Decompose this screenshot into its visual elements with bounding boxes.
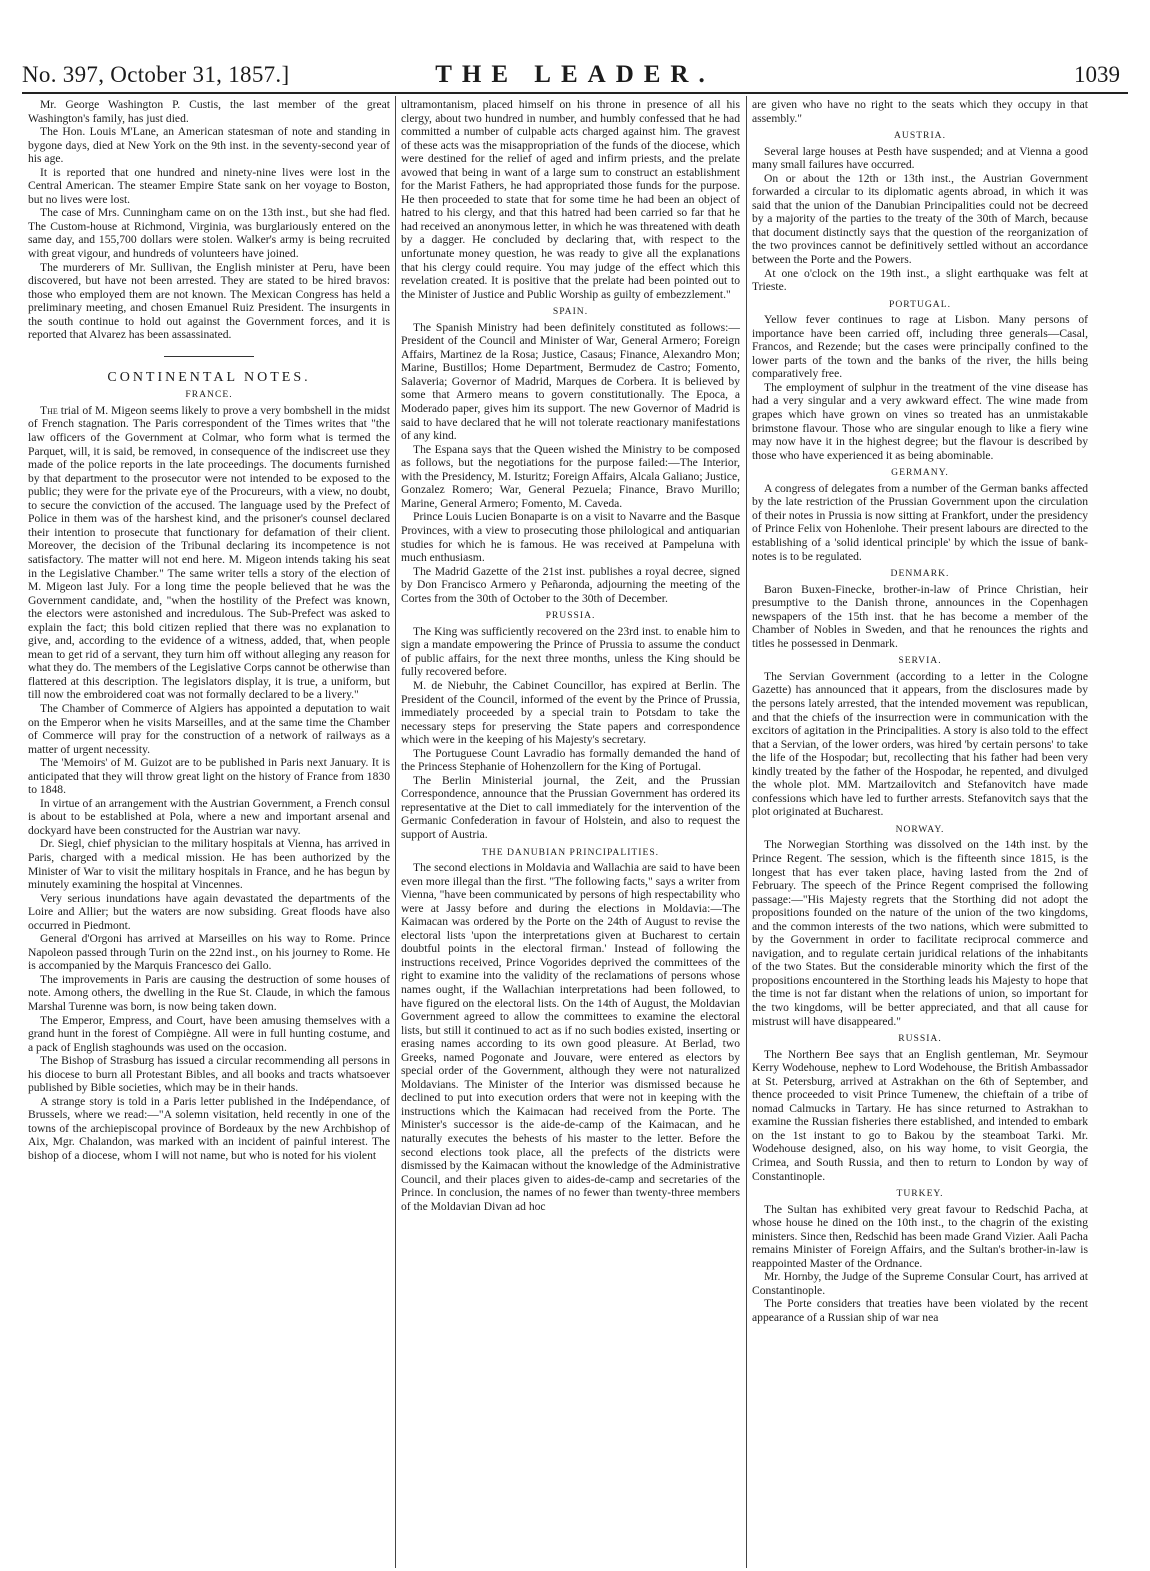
paragraph: Prince Louis Lucien Bonaparte is on a visit to Navarre and the Basque Provinces, with a view to prosecuting those philological and antiquarian studies for which he is famous. He was received at Pampeluna with much enthusiasm. xyxy=(401,510,740,565)
servia-heading: SERVIA. xyxy=(898,655,942,667)
germany-heading: GERMANY. xyxy=(891,467,949,479)
paragraph: The Servian Government (according to a letter in the Cologne Gazette) has announced that it appears, from the disclosures made by the persons lately arrested, that the intended movement was republican, and that the chiefs of the insurrection were in communication with the excitors of agitation in the Principalities. A story is also told to the effect that a Servian, of the lower orders, was hired 'by certain persons' to take the life of the Hospodar; but, recollecting that his father had been very kindly treated by the father of the Hospodar, he repented, and divulged the whole plot. MM. Martzailovitch and Stefanovitch have made confessions which have led to further arrests. Stefanovitch says that the plot originated at Bucharest. xyxy=(752,669,1088,819)
paragraph: M. de Niebuhr, the Cabinet Councillor, has expired at Berlin. The President of the Council, informed of the event by the Prince of Prussia, immediately proceeded by a special train to Potsdam to take the necessary steps for preserving the State papers and correspondence which were in the keeping of his Majesty's secretary. xyxy=(401,678,740,747)
prussia-heading: PRUSSIA. xyxy=(545,610,596,622)
paragraph: The Northern Bee says that an English gentleman, Mr. Seymour Kerry Wodehouse, nephew to Lord Wodehouse, the British Ambassador at St. Petersburg, arrived at Astrakhan on the 6th of September, and thence proceeded to visit Prince Tumenew, the chieftain of a tribe of nomad Calmucks in Tartary. He has since returned to Astrakhan to examine the Russian fisheries there established, and intended to embark on the 1st instant to go to Bakou by the steamboat Tarki. Mr. Wodehouse designed, also, on his way home, to visit Georgia, the Crimea, and South Russia, and then to return to London by way of Constantinople. xyxy=(752,1047,1088,1183)
turkey-heading: TURKEY. xyxy=(896,1188,944,1200)
column-divider xyxy=(395,96,396,1568)
paragraph: At one o'clock on the 19th inst., a slight earthquake was felt at Trieste. xyxy=(752,266,1088,294)
masthead xyxy=(22,56,1128,92)
paragraph: The Sultan has exhibited very great favour to Redschid Pacha, at whose house he dined on the 10th inst., to the chagrin of the existing ministers. Since then, Redschid has been made Grand Vizier. Aali Pacha remains Minister of Foreign Affairs, and the Sultan's brother-in-law is reappointed Master of the Ordnance. xyxy=(752,1202,1088,1270)
paragraph: The case of Mrs. Cunningham came on on the 13th inst., but she had fled. The Custom-house at Richmond, Virginia, was burglariously entered on the same day, and 155,700 dollars were stolen. Walker's army is being recruited with great vigour, and hundreds of volunteers have joined. xyxy=(28,206,390,261)
column-divider xyxy=(746,96,747,1568)
column-2 xyxy=(401,98,740,1568)
danubian-heading: THE DANUBIAN PRINCIPALITIES. xyxy=(481,846,660,858)
issue-line: No. 397, October 31, 1857.] xyxy=(22,62,290,87)
paragraph: The Berlin Ministerial journal, the Zeit, and the Prussian Correspondence, announce that the Prussian Government has ordered its representative at the Diet to call immediately for the intervention of the Germanic Confederation in favour of Holstein, and also to request the support of Austria. xyxy=(401,773,740,841)
paragraph: The 'Memoirs' of M. Guizot are to be published in Paris next January. It is anticipated that they will throw great light on the history of France from 1830 to 1848. xyxy=(28,756,390,797)
paragraph-text: trial of M. Migeon seems likely to prove a very bombshell in the midst of French stagnation. The Paris correspondent of the Times writes that "the law officers of the Government at Colmar, who form what is termed the Parquet, will, it is said, be removed, in consequence of the indiscreet use they made of the police reports in the late proceedings. The documents furnished by that department to the prosecutor were not intended to be exposed to the public; they were for the private eye of the Procureurs, with a view, no doubt, to secure the conviction of the accused. The language used by the Prefect of Police in them was of the harshest kind, and the prisoner's counsel declared their intention to prosecute that functionary for defamation of their client. Moreover, the decision of the Tribunal declaring its incompetence is not satisfactory. The matter will not end here. M. Migeon intends taking his seat in the Legislative Chamber." The same writer tells a story of the election of M. Migeon last July. For a long time the people believed that he was the Government candidate, and, "when the hostility of the Prefect was known, the electors were astonished and incredulous. The Sub-Prefect was asked to explain the fact; this bold citizen replied that there was no explanation to give, and, according to the evidence of a witness, added, that, when people mean to get rid of a servant, they turn him off without alleging any reason for what they do. The members of the Legislative Corps cannot be otherwise than flattered at this description. The legislators display, it is true, a uniform, but till now the embroidered coat was not formally declared to be a livery." xyxy=(28,403,390,702)
paragraph: The Portuguese Count Lavradio has formally demanded the hand of the Princess Stephanie of Hohenzollern for the King of Portugal. xyxy=(401,746,740,774)
spain-heading: SPAIN. xyxy=(552,306,589,318)
paragraph: Yellow fever continues to rage at Lisbon. Many persons of importance have been carried off, including three generals—Casal, Francos, and Rezende; but the cases were principally confined to the lower parts of the town and the banks of the river, the hills being comparatively free. xyxy=(752,313,1088,381)
newspaper-title: THE LEADER. xyxy=(435,61,715,88)
paragraph: Mr. George Washington P. Custis, the last member of the great Washington's family, has just died. xyxy=(28,98,390,125)
paragraph: The King was sufficiently recovered on the 23rd inst. to enable him to sign a mandate empowering the Prince of Prussia to assume the conduct of public affairs, for the next three months, unless the King should be fully recovered before. xyxy=(401,624,740,679)
paragraph: The Madrid Gazette of the 21st inst. publishes a royal decree, signed by Don Francisco Armero y Peñaronda, adjourning the meeting of the Cortes from the 30th of October to the 30th of December. xyxy=(401,564,740,605)
masthead-rule xyxy=(22,92,1128,94)
section-divider xyxy=(164,356,254,357)
paragraph: The Spanish Ministry had been definitely constituted as follows:—President of the Council and Minister of War, General Armero; Foreign Affairs, Martinez de la Rosa; Justice, Casaus; Finance, Alexandro Mon; Marine, Bustillos; Home Department, Bermudez de Castro; Fomento, Salaveria; Governor of Madrid, Marques de Corbera. It is believed by some that Armero means to govern constitutionally. The Epoca, a Moderado paper, gives him its support. The new Governor of Madrid is said to have declared that he will not tolerate reactionary manifestations of any kind. xyxy=(401,320,740,443)
paragraph: The Porte considers that treaties have been violated by the recent appearance of a Russian ship of war nea xyxy=(752,1297,1088,1325)
paragraph: ultramontanism, placed himself on his throne in presence of all his clergy, about two hundred in number, and humbly confessed that he had committed a number of culpable acts charged against him. The gravest of these acts was the misappropriation of the funds of the diocese, which were destined for the relief of aged and infirm priests, and the prelate avowed that being in want of a large sum to construct an establishment for the Marist Fathers, he had appropriated those funds for the purpose. He then proceeded to state that for some time he had been an object of hatred to his clergy, and that this hatred had been carried so far that he had received an anonymous letter, in which he was threatened with death by a dagger. He concluded by declaring that, with respect to the unfortunate money question, he was ready to give all the explanations that his clergy could require. You may judge of the effect which this revelation created. It is positive that the prelate had been pointed out to the Minister of Justice and Public Worship as guilty of embezzlement." xyxy=(401,98,740,301)
paragraph: Baron Buxen-Finecke, brother-in-law of Prince Christian, heir presumptive to the Danish throne, announces in the Copenhagen newspapers of the 15th inst. that he has become a member of the Chamber of Nobles in Sweden, and that he renounces the rights and titles he possessed in Denmark. xyxy=(752,582,1088,650)
paragraph: The Norwegian Storthing was dissolved on the 14th inst. by the Prince Regent. The session, which is the fifteenth since 1815, is the longest that has ever taken place, having lasted from the 2nd of February. The speech of the Prince Regent comprised the following passage:—"His Majesty regrets that the Storthing did not adopt the propositions founded on the nature of the union of the two kingdoms, and the common interests of the two nations, which were submitted to by the Government in order to facilitate reciprocal commerce and navigation, and to regulate certain juridical relations of the inhabitants of the two States. But the considerable minority which the first of the propositions encountered in the Storthing leads his Majesty to hope that the time is not far distant when the relations of union, so important for the two kingdoms, will be better appreciated, and that all cause for mistrust will have disappeared." xyxy=(752,838,1088,1028)
paragraph: On or about the 12th or 13th inst., the Austrian Government forwarded a circular to its diplomatic agents abroad, in which it was said that the union of the Danubian Principalities could not be decreed by a majority of the parties to the treaty of the 30th of March, because that document distinctly says that the question of the reorganization of the two provinces cannot be definitively settled without an accordance between the Porte and the Powers. xyxy=(752,171,1088,267)
russia-heading: RUSSIA. xyxy=(898,1033,942,1045)
paragraph: The improvements in Paris are causing the destruction of some houses of note. Among others, the dwelling in the Rue St. Claude, in which the famous Marshal Turenne was born, is now being taken down. xyxy=(28,972,390,1013)
paragraph: The Chamber of Commerce of Algiers has appointed a deputation to wait on the Emperor when he visits Marseilles, and at the same time the Chamber of Commerce will pray for the construction of a network of railways as a matter of urgent necessity. xyxy=(28,701,390,756)
paragraph: General d'Orgoni has arrived at Marseilles on his way to Rome. Prince Napoleon passed through Turin on the 22nd inst., on his journey to Rome. He is accompanied by the Marquis Francesco dei Gallo. xyxy=(28,932,390,973)
paragraph: are given who have no right to the seats which they occupy in that assembly." xyxy=(752,98,1088,125)
paragraph: The murderers of Mr. Sullivan, the English minister at Peru, have been discovered, but have not been arrested. They are stated to be hired bravos: those who employed them are not known. The Mexican Congress has held a preliminary meeting, and chosen Emanuel Ruiz President. The insurgents in the south continue to hold out against the Government forces, and it is reported that Alvarez has been assassinated. xyxy=(28,260,390,342)
paragraph: The second elections in Moldavia and Wallachia are said to have been even more illegal than the first. "The following facts," says a writer from Vienna, "have been communicated by persons of high respectability who were at Jassy before and during the elections in Moldavia:—The Kaimacan was ordered by the Porte on the 24th of August to revise the electoral lists 'upon the interpretations given at Bucharest to certain doubtful points in the electoral firman.' Instead of following the instructions received, Prince Vogorides deprived the committees of the right to examine into the validity of the reclamations of persons whose names ought, if the Wallachian interpretations had been followed, to have figured on the electoral lists. On the 14th of August, the Moldavian Government agreed to allow the committees to examine the electoral lists, but still it continued to act as if no such bodies existed, inserting or erasing names according to its own good pleasure. At Berlad, two Greeks, named Pogonate and Jouvare, were entered as electors by special order of the Government, although they were not naturalized Moldavians. The Minister of the Interior was dismissed because he declined to put into execution orders that were not in keeping with the instructions which the Kaimacan had received from the Porte. The Minister's successor is the aide-de-camp of the Kaimacan, and he naturally executes the behests of his master to the letter. Before the second elections took place, all the prefects of the districts were dismissed by the Kaimacan without the knowledge of the Administrative Council, and their places given to aides-de-camp and secretaries of the Prince. In conclusion, the names of no fewer than twenty-three members of the Moldavian Divan ad hoc xyxy=(401,861,740,1213)
paragraph: The Espana says that the Queen wished the Ministry to be composed as follows, but the negotiations for the purpose failed:—The Interior, with the Presidency, M. Isturitz; Foreign Affairs, Alcala Galiano; Justice, Gonzalez Romero; War, General Pezuela; Finance, Bravo Murillo; Marine, General Armero; Fomento, M. Caveda. xyxy=(401,442,740,510)
paragraph: The Emperor, Empress, and Court, have been amusing themselves with a grand hunt in the forest of Compiègne. All were in full hunting costume, and a pack of English staghounds was used on the occasion. xyxy=(28,1013,390,1054)
lead-word: The xyxy=(40,403,58,417)
austria-heading: AUSTRIA. xyxy=(894,130,946,142)
paragraph: In virtue of an arrangement with the Austrian Government, a French consul is about to be established at Pola, where a new and important arsenal and dockyard have been constructed for the Austrian war navy. xyxy=(28,796,390,837)
page-number: 1039 xyxy=(1074,62,1120,87)
paragraph: A strange story is told in a Paris letter published in the Indépendance, of Brussels, where we read:—"A solemn visitation, held recently in one of the towns of the archiepiscopal province of Bordeaux by the new Archbishop of Aix, Mgr. Chalandon, was marked with an incident of painful interest. The bishop of a diocese, whom I will not name, but who is noted for his violent xyxy=(28,1094,390,1163)
paragraph: The employment of sulphur in the treatment of the vine disease has had a very singular and a very awkward effect. The wine made from grapes which have grown on vines so treated has an unmistakable brimstone flavour. Those who are singular enough to like a fiery wine may now have it in the highest degree; but the flavour is described by those who have experienced it as being abominable. xyxy=(752,380,1088,462)
paragraph: The Bishop of Strasburg has issued a circular recommending all persons in his diocese to burn all Protestant Bibles, and all books and tracts whatsoever published by Bible societies, which may be in their hands. xyxy=(28,1054,390,1095)
paragraph: The Hon. Louis M'Lane, an American statesman of note and standing in bygone days, died at New York on the 9th inst. in the seventy-second year of his age. xyxy=(28,125,390,166)
column-1 xyxy=(28,98,390,1568)
paragraph: Several large houses at Pesth have suspended; and at Vienna a good many small failures have occurred. xyxy=(752,144,1088,172)
paragraph: Very serious inundations have again devastated the departments of the Loire and Allier; but the waters are now subsiding. Great floods have also occurred in Piedmont. xyxy=(28,891,390,932)
france-heading: FRANCE. xyxy=(185,389,233,401)
denmark-heading: DENMARK. xyxy=(890,568,950,580)
continental-notes-heading: CONTINENTAL NOTES. xyxy=(107,369,311,385)
column-3 xyxy=(752,98,1088,1568)
paragraph xyxy=(28,404,390,702)
norway-heading: NORWAY. xyxy=(895,823,945,835)
portugal-heading: PORTUGAL. xyxy=(889,298,951,310)
paragraph: Dr. Siegl, chief physician to the military hospitals at Vienna, has arrived in Paris, charged with a medical mission. He has been authorized by the Minister of War to visit the military hospitals in France, and he has begun by minutely examining the hospital at Vincennes. xyxy=(28,837,390,892)
paragraph: A congress of delegates from a number of the German banks affected by the late restriction of the Prussian Government upon the circulation of their notes in Prussia is now sitting at Frankfort, under the presidency of Prince Felix von Hohenlohe. Their present labours are directed to the establishing of a 'solid identical principle' by which the issue of bank-notes is to be regulated. xyxy=(752,481,1088,563)
paragraph: Mr. Hornby, the Judge of the Supreme Consular Court, has arrived at Constantinople. xyxy=(752,1270,1088,1297)
paragraph: It is reported that one hundred and ninety-nine lives were lost in the Central American. The steamer Empire State sank on her voyage to Boston, but no lives were lost. xyxy=(28,165,390,206)
